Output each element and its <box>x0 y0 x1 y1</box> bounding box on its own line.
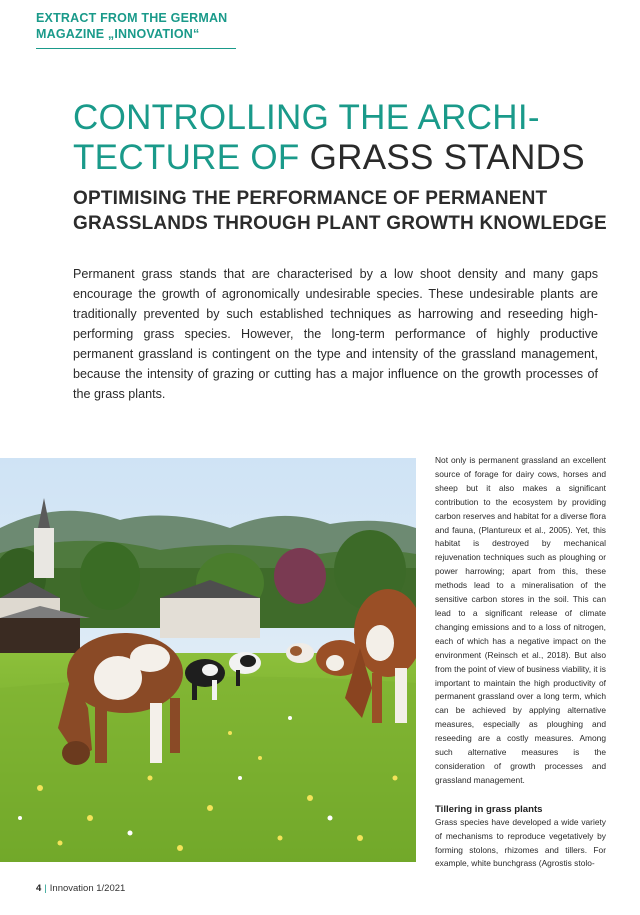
kicker-divider <box>36 48 236 49</box>
title-line-1: CONTROLLING THE ARCHI- <box>73 98 540 137</box>
article-subtitle <box>73 186 618 236</box>
page-footer <box>36 883 125 894</box>
article-title <box>73 98 613 178</box>
subtitle-line-1: OPTIMISING THE PERFORMANCE OF PERMANENT <box>73 188 548 209</box>
page-number: 4 <box>36 883 42 894</box>
section-heading-tillering: Tillering in grass plants <box>435 803 543 815</box>
body-paragraph-2: Grass species have developed a wide variety of mechanisms to reproduce vegetatively by forming stolons, rhizomes and tillers. For example, white bunchgrass (Agrostis stolo- <box>435 816 606 869</box>
lead-paragraph: Permanent grass stands that are characterised by a low shoot density and many gaps encourage the growth of agronomically undesirable species. These undesirable plants are traditionally prevented by such established techniques as harrowing and reseeding high-performing grass species. However, the long-term performance of highly productive permanent grassland is contingent on the type and intensity of the grassland management, because the intensity of grazing or cutting has a major influence on the growth processes of the grass plants. <box>73 267 598 401</box>
kicker-line-2: MAGAZINE „INNOVATION“ <box>36 27 200 41</box>
title-line-2-dark: GRASS STANDS <box>309 138 585 177</box>
issue-label: Innovation 1/2021 <box>49 883 126 894</box>
title-line-2-teal: TECTURE OF <box>73 138 310 177</box>
body-column <box>435 454 606 871</box>
subtitle-line-2: GRASSLANDS THROUGH PLANT GROWTH KNOWLEDGE <box>73 213 607 234</box>
kicker <box>36 10 236 42</box>
cows-grazing-photo <box>0 458 416 862</box>
body-paragraph-1: Not only is permanent grassland an excellent source of forage for dairy cows, horses and sheep but it also makes a significant contribution to the ecosystem by providing carbon reserves and habitat for a diverse flora and fauna, (Plantureux et al., 2005). Yet, this habitat is destroyed by mechanical rejuvenation techniques such as ploughing or power harrowing; apart from this, these methods lead to a mineralisation of the sensitive carbon stores in the soil. This can lead to a significant release of climate changing emissions and to a loss of nitrogen, each of which has a negative impact on the environment (Reinsch et al., 2018). But also from the point of view of business viability, it is important to maintain the high productivity of permanent grassland over a long term, which can be achieved by applying alternative measures, especially as ploughing and reseeding are a costly measures. Among such alternative measures is the consideration of growth processes and grassland management. <box>435 455 606 785</box>
kicker-line-1: EXTRACT FROM THE GERMAN <box>36 11 228 25</box>
footer-separator: | <box>44 883 47 894</box>
